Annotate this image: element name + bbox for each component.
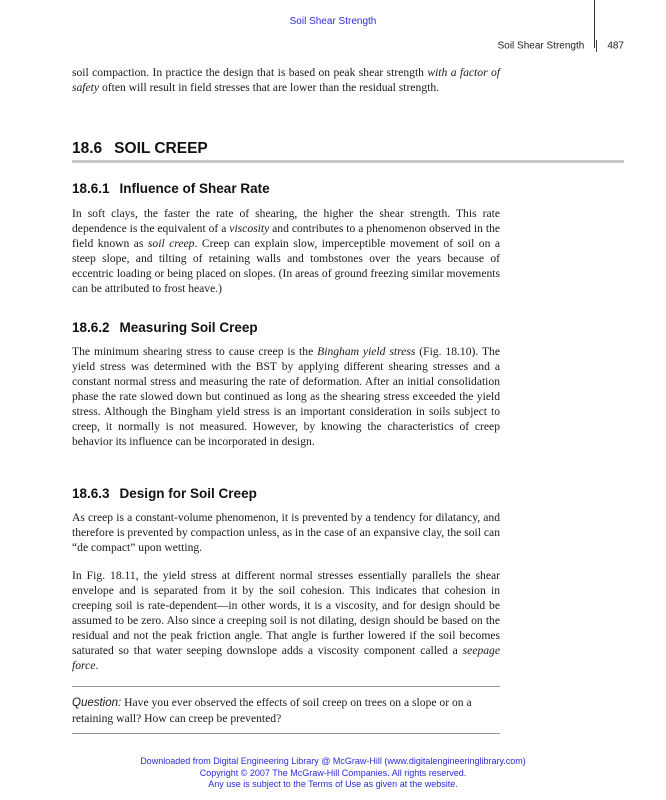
paragraph-design-1: As creep is a constant-volume phenomenon, it is prevented by a tendency for dilatancy, and therefore is prevented by compaction unless, as in the case of an expansive clay, the soil can “de compact” upon wetting. bbox=[72, 511, 500, 554]
intro-paragraph bbox=[72, 65, 500, 95]
paragraph-measuring-creep bbox=[72, 344, 500, 449]
text-run: and contributes to a phenomenon observed in the field known as bbox=[72, 222, 501, 250]
intro-emphasis: with a factor of safety bbox=[72, 66, 500, 94]
paragraph-design-2 bbox=[72, 568, 500, 673]
header-separator bbox=[596, 40, 597, 52]
question-top-rule bbox=[72, 686, 500, 687]
subsection-title: Design for Soil Creep bbox=[119, 486, 257, 501]
intro-text-1: soil compaction. In practice the design that is based on peak shear strength bbox=[72, 66, 428, 79]
page-number: 487 bbox=[607, 40, 624, 52]
text-run: . bbox=[95, 659, 99, 672]
section-heading bbox=[72, 140, 208, 158]
text-run: In soft clays, the faster the rate of shearing, the higher the shear strength. This rate dependence is the equivalent of a bbox=[72, 207, 500, 235]
question-bottom-rule bbox=[72, 733, 500, 734]
subsection-heading-1 bbox=[72, 181, 270, 196]
text-run: In Fig. 18.11, the yield stress at different normal stresses essentially parallels the shear envelope and is separated from it by the soil cohesion. This indicates that cohesion in creeping soil is rate-dependent—in other words, it is a viscosity, and for design should be assumed to be zero. Also since a creeping soil is not dilating, design should be based on the residual and not the peak friction angle. That angle is further lowered if the soil becomes saturated so that water seeping downslope adds a viscosity component called a bbox=[72, 569, 500, 657]
section-number: 18.6 bbox=[72, 140, 103, 157]
text-run: . Creep can explain slow, imperceptible movement of soil on a steep slope, and tilting of retaining walls and tombstones over the years because of eccentric loading or being placed on slopes. (In areas of ground freezing similar movements can be attributed to frost heave.) bbox=[72, 237, 500, 295]
footer-download-link[interactable]: Downloaded from Digital Engineering Library @ McGraw-Hill (www.digitalengineeringlibrary.com) bbox=[140, 756, 526, 766]
subsection-title: Measuring Soil Creep bbox=[119, 320, 258, 335]
question-label: Question: bbox=[72, 697, 122, 709]
question-box bbox=[72, 695, 500, 726]
subsection-number: 18.6.1 bbox=[72, 181, 110, 196]
subsection-heading-3 bbox=[72, 486, 257, 501]
subsection-number: 18.6.3 bbox=[72, 486, 110, 501]
subsection-heading-2 bbox=[72, 320, 258, 335]
footer-copyright: Copyright © 2007 The McGraw-Hill Companies. All rights reserved. bbox=[199, 767, 467, 778]
footer bbox=[0, 756, 666, 791]
text-run: The minimum shearing stress to cause creep is the bbox=[72, 345, 318, 358]
footer-terms[interactable]: Any use is subject to the Terms of Use as given at the website. bbox=[208, 779, 458, 789]
emphasis-soil-creep: soil creep bbox=[147, 237, 195, 250]
paragraph-shear-rate bbox=[72, 206, 500, 296]
section-title: SOIL CREEP bbox=[114, 140, 208, 157]
top-chapter-link[interactable]: Soil Shear Strength bbox=[289, 16, 377, 27]
subsection-number: 18.6.2 bbox=[72, 320, 110, 335]
emphasis-bingham-yield-stress: Bingham yield stress bbox=[317, 345, 416, 358]
section-rule bbox=[72, 160, 624, 163]
intro-text-2: often will result in field stresses that are lower than the residual strength. bbox=[99, 81, 440, 94]
subsection-title: Influence of Shear Rate bbox=[119, 181, 270, 196]
running-header bbox=[498, 40, 624, 52]
emphasis-viscosity: viscosity bbox=[229, 222, 270, 235]
running-title: Soil Shear Strength bbox=[497, 40, 585, 52]
emphasis-seepage-force: seepage force bbox=[72, 644, 500, 672]
text-run: (Fig. 18.10). The yield stress was determined with the BST by applying different shearing stresses and a constant normal stress and measuring the rate of deformation. After an initial consolidation phase the rate slowed down but continued as long as the shearing stress exceeded the yield stress. Although the Bingham yield stress is an important consideration in soils subject to creep, it normally is not measured. However, by knowing the characteristics of creep behavior its influence can be incorporated in design. bbox=[72, 345, 500, 448]
question-text: Have you ever observed the effects of soil creep on trees on a slope or on a retaining wall? How can creep be prevented? bbox=[72, 696, 472, 725]
